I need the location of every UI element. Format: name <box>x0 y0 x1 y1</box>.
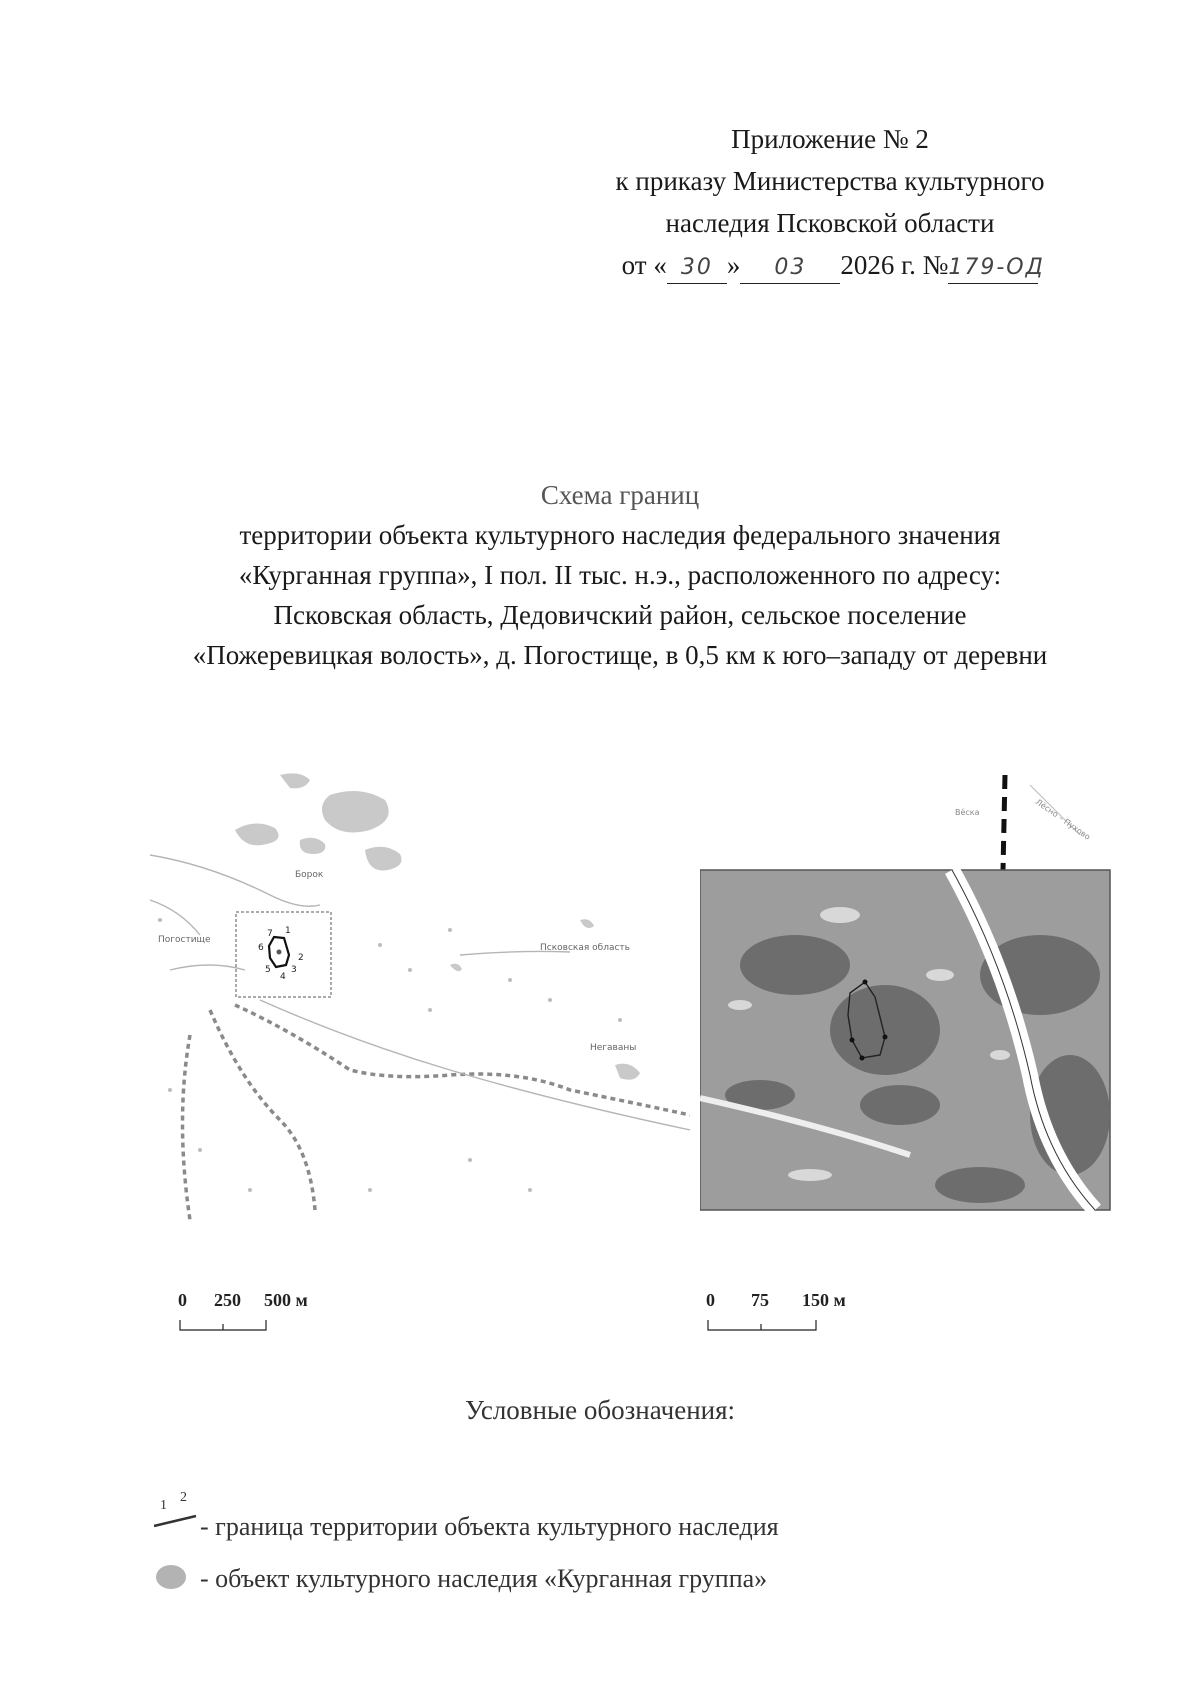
point-2: 2 <box>298 953 304 963</box>
top-village-label: Вёска <box>955 808 980 817</box>
boundary-label-1: 1 <box>160 1498 167 1513</box>
title-line-5: «Пожеревицкая волость», д. Погостище, в 0,5 км к юго–западу от деревни <box>192 640 1048 670</box>
title-line-1: Схема границ <box>540 480 700 510</box>
boundary-text: - граница территории объекта культурного наследия <box>200 1512 779 1541</box>
village-label: Погостище <box>158 935 211 945</box>
overview-scale-bar <box>178 1318 298 1334</box>
title-line-3: «Курганная группа», I пол. II тыс. н.э., расположенного по адресу: <box>238 560 1002 590</box>
detail-scale-0: 0 <box>706 1290 715 1310</box>
legend-row-object <box>150 1558 1050 1602</box>
overview-scale-2: 500 м <box>264 1290 308 1310</box>
appendix-ministry-line: наследия Псковской области <box>665 208 995 238</box>
date-month: 03 <box>740 253 840 284</box>
overview-map-svg <box>150 770 690 1250</box>
region-label: Псковская область <box>540 943 630 953</box>
detail-scale <box>706 1290 876 1340</box>
scattered-marks <box>158 918 622 1192</box>
overview-scale-1: 250 <box>214 1290 241 1310</box>
object-text: - объект культурного наследия «Курганная группа» <box>200 1564 768 1593</box>
north-road <box>1003 775 1005 870</box>
detail-scale-bar <box>706 1318 826 1334</box>
appendix-block <box>560 118 1100 286</box>
point-4: 4 <box>280 972 286 982</box>
point-1: 1 <box>285 926 291 936</box>
date-mid: » <box>726 250 741 280</box>
detail-scale-1: 75 <box>751 1290 769 1310</box>
site-frame <box>236 912 331 997</box>
legend-title: Условные обозначения: <box>464 1395 736 1425</box>
legend-row-boundary <box>150 1490 1050 1544</box>
overview-scale <box>178 1290 348 1340</box>
date-day: 30 <box>667 253 727 284</box>
detail-map-svg <box>700 775 1120 1305</box>
overview-map <box>150 770 690 1250</box>
site-mound <box>277 950 282 955</box>
boundary-label-2: 2 <box>180 1490 187 1505</box>
appendix-date-line <box>560 244 1100 286</box>
north-label: Борок <box>295 870 324 880</box>
boundary-symbol-icon <box>150 1500 200 1540</box>
point-7: 7 <box>267 929 273 939</box>
mound-symbol-icon <box>154 1562 190 1592</box>
thin-roads <box>150 855 690 1130</box>
point-6: 6 <box>258 943 264 953</box>
date-prefix: от « <box>621 250 667 280</box>
document-title <box>130 475 1110 675</box>
appendix-title: Приложение № 2 <box>731 124 929 154</box>
appendix-order-line: к приказу Министерства культурного <box>615 166 1045 196</box>
detail-map <box>700 775 1120 1305</box>
title-line-4: Псковская область, Дедовичский район, сельское поселение <box>273 600 967 630</box>
detail-scale-2: 150 м <box>802 1290 846 1310</box>
order-number: 179-ОД <box>948 253 1038 284</box>
east-village-label: Негаваны <box>590 1043 637 1053</box>
overview-scale-0: 0 <box>178 1290 187 1310</box>
date-year: 2026 г. № <box>840 250 949 280</box>
water-bodies <box>235 773 640 1079</box>
point-3: 3 <box>291 965 297 975</box>
road-label: Лёсно – Пухово <box>1033 797 1092 842</box>
point-5: 5 <box>265 965 271 975</box>
title-line-2: территории объекта культурного наследия федерального значения <box>239 520 1001 550</box>
